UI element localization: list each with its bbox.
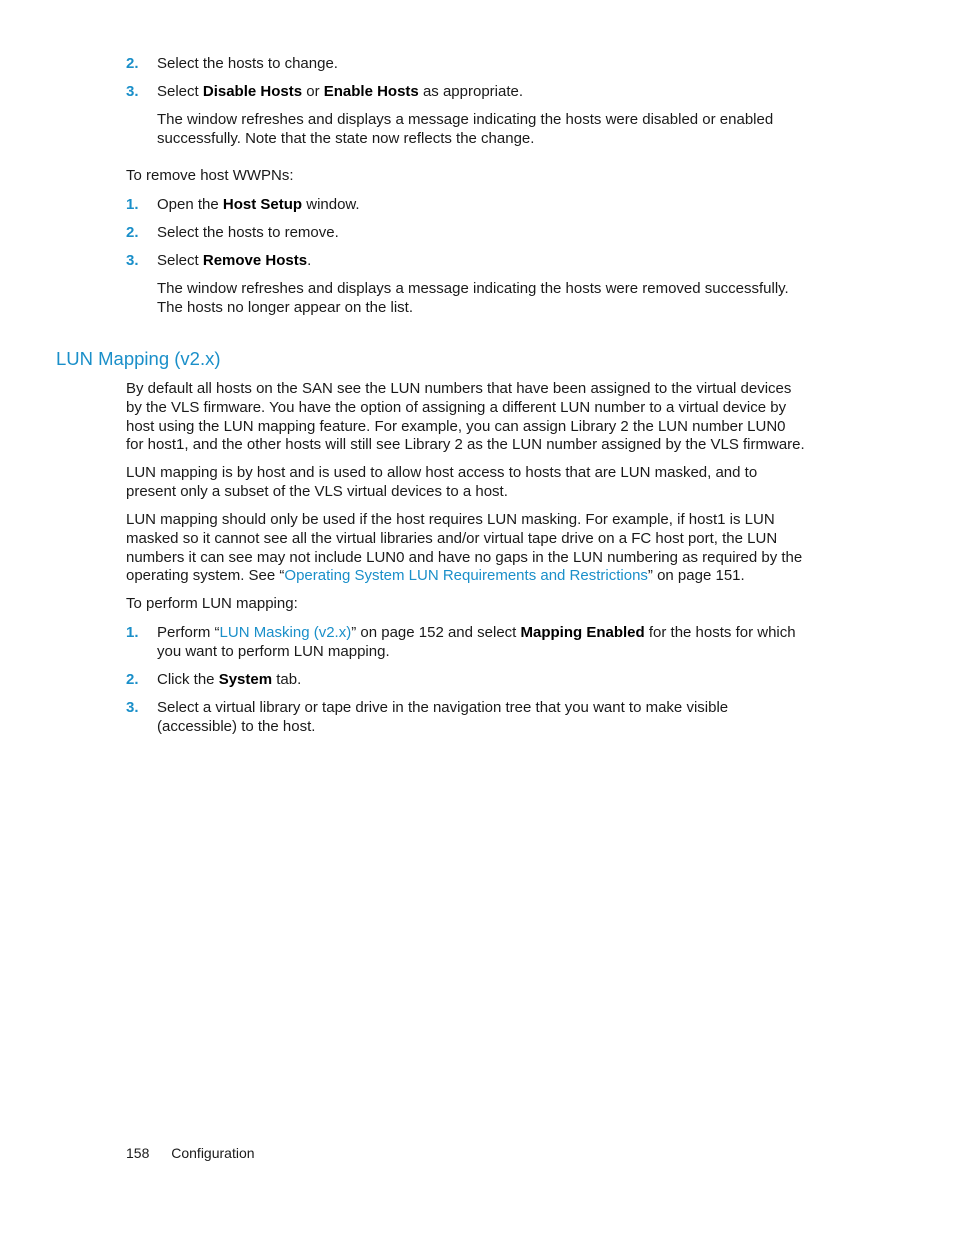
ui-term: Enable Hosts <box>323 83 419 100</box>
page-footer <box>126 1145 273 1161</box>
ui-term: Disable Hosts <box>202 83 303 100</box>
step-note: The window refreshes and displays a message indicating the hosts were removed successfully. The hosts no longer appear on the list. <box>157 280 789 316</box>
step-number: 2. <box>126 224 139 241</box>
step-text: Select the hosts to remove. <box>157 224 339 241</box>
cross-reference-link[interactable]: LUN Masking (v2.x) <box>219 624 352 641</box>
section-heading: LUN Mapping (v2.x) <box>56 348 221 369</box>
step-number: 1. <box>126 624 139 641</box>
list-item <box>126 698 806 736</box>
list-item <box>126 623 806 661</box>
ui-term: Mapping Enabled <box>520 624 645 641</box>
step-number: 2. <box>126 55 139 72</box>
step-text: Select a virtual library or tape drive in the navigation tree that you want to make visible (accessible) to the host. <box>157 699 729 735</box>
list-item <box>126 195 806 214</box>
list-item <box>126 251 806 270</box>
ui-term: System <box>218 671 273 688</box>
step-text: Select the hosts to change. <box>157 55 338 72</box>
procedure-intro: To perform LUN mapping: <box>126 595 298 612</box>
list-item <box>126 223 806 242</box>
paragraph: LUN mapping is by host and is used to allow host access to hosts that are LUN masked, and to present only a subset of the VLS virtual devices to a host. <box>126 464 758 500</box>
step-text: Select Disable Hosts or Enable Hosts as appropriate. <box>157 83 524 100</box>
footer-section-title: Configuration <box>171 1145 255 1161</box>
step-number: 3. <box>126 699 139 716</box>
list-item <box>126 670 806 689</box>
step-note: The window refreshes and displays a message indicating the hosts were disabled or enabled successfully. Note that the state now reflects the change. <box>157 111 774 147</box>
procedure-intro: To remove host WWPNs: <box>126 167 294 184</box>
list-item <box>126 82 806 101</box>
list-item <box>126 54 806 73</box>
step-number: 3. <box>126 252 139 269</box>
step-text: Perform “LUN Masking (v2.x)” on page 152 and select Mapping Enabled for the hosts for which you want to perform LUN mapping. <box>157 624 796 660</box>
ui-term: Host Setup <box>222 196 303 213</box>
page-number: 158 <box>126 1145 150 1161</box>
step-text: Select Remove Hosts. <box>157 252 312 269</box>
ui-term: Remove Hosts <box>202 252 308 269</box>
step-text: Open the Host Setup window. <box>157 196 360 213</box>
step-number: 3. <box>126 83 139 100</box>
cross-reference-link[interactable]: Operating System LUN Requirements and Restrictions <box>284 567 648 585</box>
step-text: Click the System tab. <box>157 671 302 688</box>
paragraph: By default all hosts on the SAN see the LUN numbers that have been assigned to the virtual devices by the VLS firmware. You have the option of assigning a different LUN number to a virtual device by host using the LUN mapping feature. For example, you can assign Library 2 the LUN number LUN0 for host1, and the other hosts will still see Library 2 as the LUN number assigned by the VLS firmware. <box>126 380 805 454</box>
paragraph: LUN mapping should only be used if the host requires LUN masking. For example, if host1 is LUN masked so it cannot see all the virtual libraries and/or virtual tape drive on a FC host port, the LUN numbers it can see may not include LUN0 and have no gaps in the LUN numbering as required by the operating system. See “Operating System LUN Requirements and Restrictions” on page 151. <box>126 511 803 585</box>
step-number: 2. <box>126 671 139 688</box>
step-number: 1. <box>126 196 139 213</box>
